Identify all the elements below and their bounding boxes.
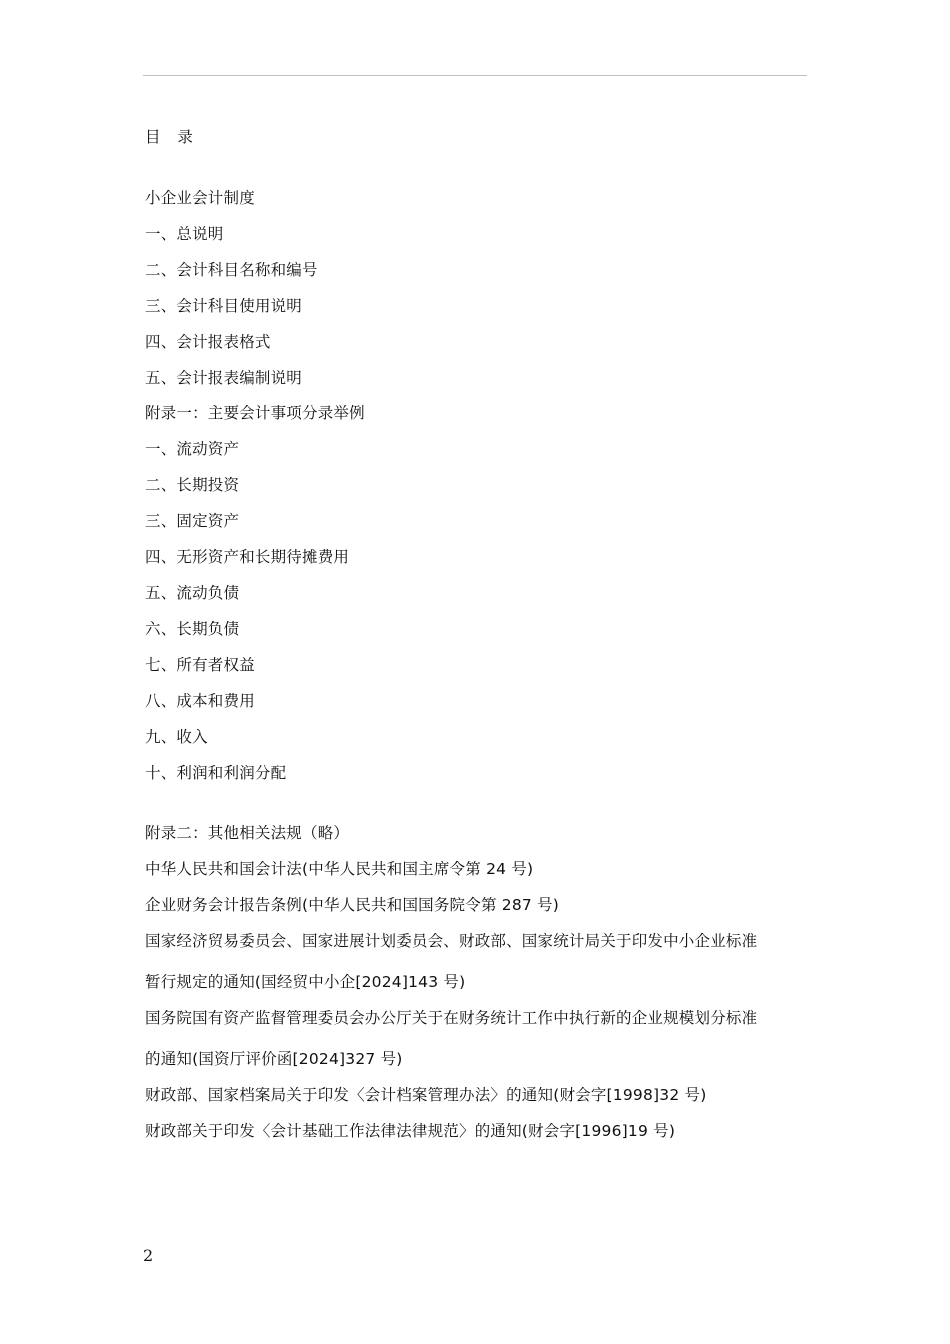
toc-item: 国家经济贸易委员会、国家进展计划委员会、财政部、国家统计局关于印发中小企业标准 — [145, 932, 758, 950]
toc-item: 附录二：其他相关法规（略） — [145, 824, 350, 842]
toc-item: 五、流动负债 — [145, 584, 240, 602]
toc-item: 三、会计科目使用说明 — [145, 297, 303, 315]
toc-item: 七、所有者权益 — [145, 656, 255, 674]
toc-item: 企业财务会计报告条例(中华人民共和国国务院令第 287 号) — [145, 896, 560, 914]
toc-item: 的通知(国资厅评价函[2024]327 号) — [145, 1050, 403, 1068]
page-number: 2 — [143, 1246, 154, 1265]
header-rule — [143, 75, 807, 76]
toc-item: 五、会计报表编制说明 — [145, 369, 303, 387]
toc-item: 三、固定资产 — [145, 512, 240, 530]
toc-item: 一、流动资产 — [145, 440, 240, 458]
toc-item: 六、长期负债 — [145, 620, 240, 638]
toc-item: 八、成本和费用 — [145, 692, 255, 710]
toc-item: 二、长期投资 — [145, 476, 240, 494]
toc-item: 四、无形资产和长期待摊费用 — [145, 548, 350, 566]
toc-item: 四、会计报表格式 — [145, 333, 271, 351]
toc-item: 暂行规定的通知(国经贸中小企[2024]143 号) — [145, 973, 466, 991]
toc-item: 二、会计科目名称和编号 — [145, 261, 318, 279]
toc-item: 九、收入 — [145, 728, 208, 746]
toc-item: 十、利润和利润分配 — [145, 764, 287, 782]
toc-item: 国务院国有资产监督管理委员会办公厅关于在财务统计工作中执行新的企业规模划分标准 — [145, 1009, 758, 1027]
toc-title: 目 录 — [145, 128, 199, 146]
toc-item: 一、总说明 — [145, 225, 224, 243]
toc-item: 附录一：主要会计事项分录举例 — [145, 404, 365, 422]
toc-item: 财政部关于印发〈会计基础工作法律法律规范〉的通知(财会字[1996]19 号) — [145, 1122, 676, 1140]
toc-item: 小企业会计制度 — [145, 189, 255, 207]
toc-item: 中华人民共和国会计法(中华人民共和国主席令第 24 号) — [145, 860, 534, 878]
toc-item: 财政部、国家档案局关于印发〈会计档案管理办法〉的通知(财会字[1998]32 号) — [145, 1086, 707, 1104]
